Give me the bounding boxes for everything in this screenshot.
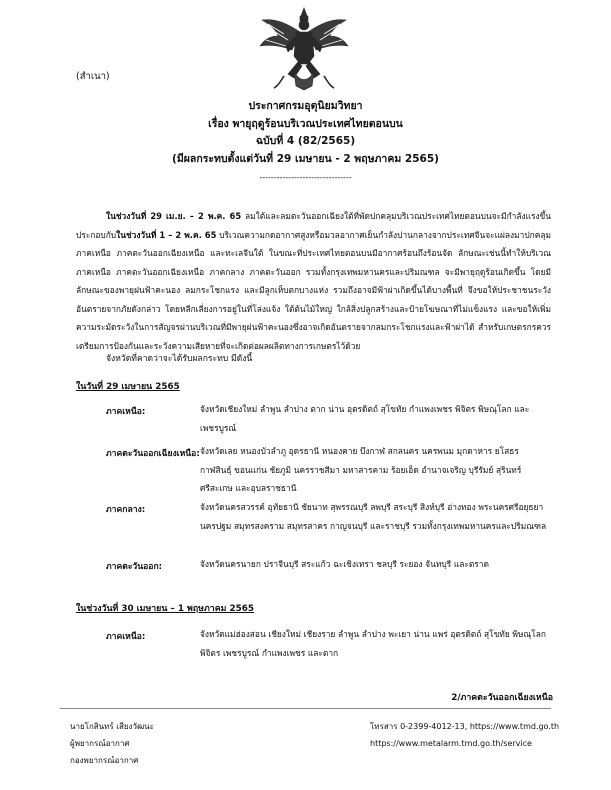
region-label-northeast-1: ภาคตะวันออกเฉียงเหนือ: bbox=[106, 449, 200, 459]
signer-position: ผู้พยากรณ์อากาศ bbox=[70, 739, 130, 748]
document-effective-dates: (มีผลกระทบตั้งแต่วันที่ 29 เมษายน - 2 พฤษภาคม 2565) bbox=[172, 152, 439, 165]
intro-period-1: ในช่วงวันที่ 29 เม.ย. – 2 พ.ค. 65 bbox=[106, 211, 242, 221]
intro-paragraph bbox=[76, 207, 551, 355]
region-label-north-1: ภาคเหนือ: bbox=[106, 407, 146, 417]
intro-text-2: บริเวณความกดอากาศสูงหรือมวลอากาศเย็นกำลังปานกลางจากประเทศจีนจะแผ่ลงมาปกคลุมภาคเหนือ ภาคตะวันออกเฉียงเหนือ และทะเลจีนใต้ ในขณะที่ประเทศไทยตอนบนมีอากาศร้อนถึงร้อนจัด ลักษณะเช่นนี้ทำให้บริเวณภาคเหนือ ภาคตะวันออกเฉียงเหนือ ภาคกลาง ภาคตะวันออก รวมทั้งกรุงเทพมหานครและปริมณฑล จะมีพายุฤดูร้อนเกิดขึ้น โดยมีลักษณะของพายุฝนฟ้าคะนอง ลมกระโชกแรง และมีลูกเห็บตกบางแห่ง รวมถึงอาจมีฟ้าผ่าเกิดขึ้นได้บางพื้นที่ จึงขอให้ประชาชนระวังอันตรายจากภัยดังกล่าว โดยหลีกเลี่ยงการอยู่ในที่โล่งแจ้ง ใต้ต้นไม้ใหญ่ ใกล้สิ่งปลูกสร้างและป้ายโฆษณาที่ไม่แข็งแรง และขอให้เพิ่มความระมัดระวังในการสัญจรผ่านบริเวณที่มีพายุฝนฟ้าคะนองซึ่งอาจเกิดอันตรายจากลมกระโชกแรงและฟ้าผ่าได้ สำหรับเกษตรกรควรเตรียมการป้องกันและระวังความเสียหายที่จะเกิดต่อผลผลิตทางการเกษตรไว้ด้วย bbox=[76, 229, 551, 351]
continued-next-page: 2/ภาคตะวันออกเฉียงเหนือ bbox=[451, 693, 553, 703]
affected-provinces-lead: จังหวัดที่คาดว่าจะได้รับผลกระทบ มีดังนี้ bbox=[106, 354, 253, 364]
garuda-emblem-icon bbox=[254, 6, 354, 92]
period-heading-1: ในวันที่ 29 เมษายน 2565 bbox=[76, 382, 180, 392]
footer-contact-block bbox=[370, 718, 559, 752]
title-divider: -------------------------------- bbox=[259, 173, 352, 182]
region-label-east-1: ภาคตะวันออก: bbox=[106, 562, 163, 572]
contact-phone: โทรสาร 0-2399-4012-13, https://www.tmd.go.th bbox=[370, 722, 560, 731]
contact-url[interactable]: https://www.metalarm.tmd.go.th/service bbox=[370, 739, 532, 748]
document-issue: ฉบับที่ 4 (82/2565) bbox=[255, 135, 356, 147]
intro-text-1: ลมใต้และลมตะวันออกเฉียงใต้ที่พัดปกคลุมบริเวณประเทศไทยตอนบนจะมีกำลังแรงขึ้น ประกอบกับ bbox=[76, 211, 551, 240]
intro-period-2: ในช่วงวันที่ 1 – 2 พ.ค. 65 bbox=[116, 229, 217, 240]
copy-label: (สำเนา) bbox=[76, 71, 110, 82]
region-provinces-northeast-1: จังหวัดเลย หนองบัวลำภู อุดรธานี หนองคาย บึงกาฬ สกลนคร นครพนม มุกดาหาร ยโสธร กาฬสินธุ์ ขอนแก่น ชัยภูมิ นครราชสีมา มหาสารคาม ร้อยเอ็ด อำนาจเจริญ บุรีรัมย์ สุรินทร์ ศรีสะเกษ และอุบลราชธานี bbox=[200, 446, 522, 493]
period-heading-2: ในช่วงวันที่ 30 เมษายน – 1 พฤษภาคม 2565 bbox=[76, 604, 254, 614]
document-title: ประกาศกรมอุตุนิยมวิทยา bbox=[248, 100, 363, 112]
title-block bbox=[0, 98, 611, 168]
document-subject: เรื่อง พายุฤดูร้อนบริเวณประเทศไทยตอนบน bbox=[208, 117, 403, 130]
region-label-north-2: ภาคเหนือ: bbox=[106, 632, 146, 642]
signer-division: กองพยากรณ์อากาศ bbox=[70, 756, 139, 765]
footer-signer-block bbox=[70, 718, 154, 769]
region-label-central-1: ภาคกลาง: bbox=[106, 505, 146, 515]
footer-divider bbox=[60, 708, 551, 709]
region-provinces-central-1: จังหวัดนครสวรรค์ อุทัยธานี ชัยนาท สุพรรณบุรี ลพบุรี สระบุรี สิงห์บุรี อ่างทอง พระนครศรีอยุธยา นครปฐม สมุทรสงคราม สมุทรสาคร กาญจนบุรี และราชบุรี รวมทั้งกรุงเทพมหานครและปริมณฑล bbox=[200, 502, 547, 531]
region-provinces-north-2: จังหวัดแม่ฮ่องสอน เชียงใหม่ เชียงราย ลำพูน ลำปาง พะเยา น่าน แพร่ อุตรดิตถ์ สุโขทัย พิษณุโลก พิจิตร เพชรบูรณ์ กำแพงเพชร และตาก bbox=[200, 629, 546, 658]
region-provinces-north-1: จังหวัดเชียงใหม่ ลำพูน ลำปาง ตาก น่าน อุตรดิตถ์ สุโขทัย กำแพงเพชร พิจิตร พิษณุโลก และเพชรบูรณ์ bbox=[200, 404, 530, 433]
signer-name: นายโกสินทร์ เสียงวัฒนะ bbox=[70, 722, 154, 731]
region-provinces-east-1: จังหวัดนครนายก ปราจีนบุรี สระแก้ว ฉะเชิงเทรา ชลบุรี ระยอง จันทบุรี และตราด bbox=[200, 559, 489, 569]
